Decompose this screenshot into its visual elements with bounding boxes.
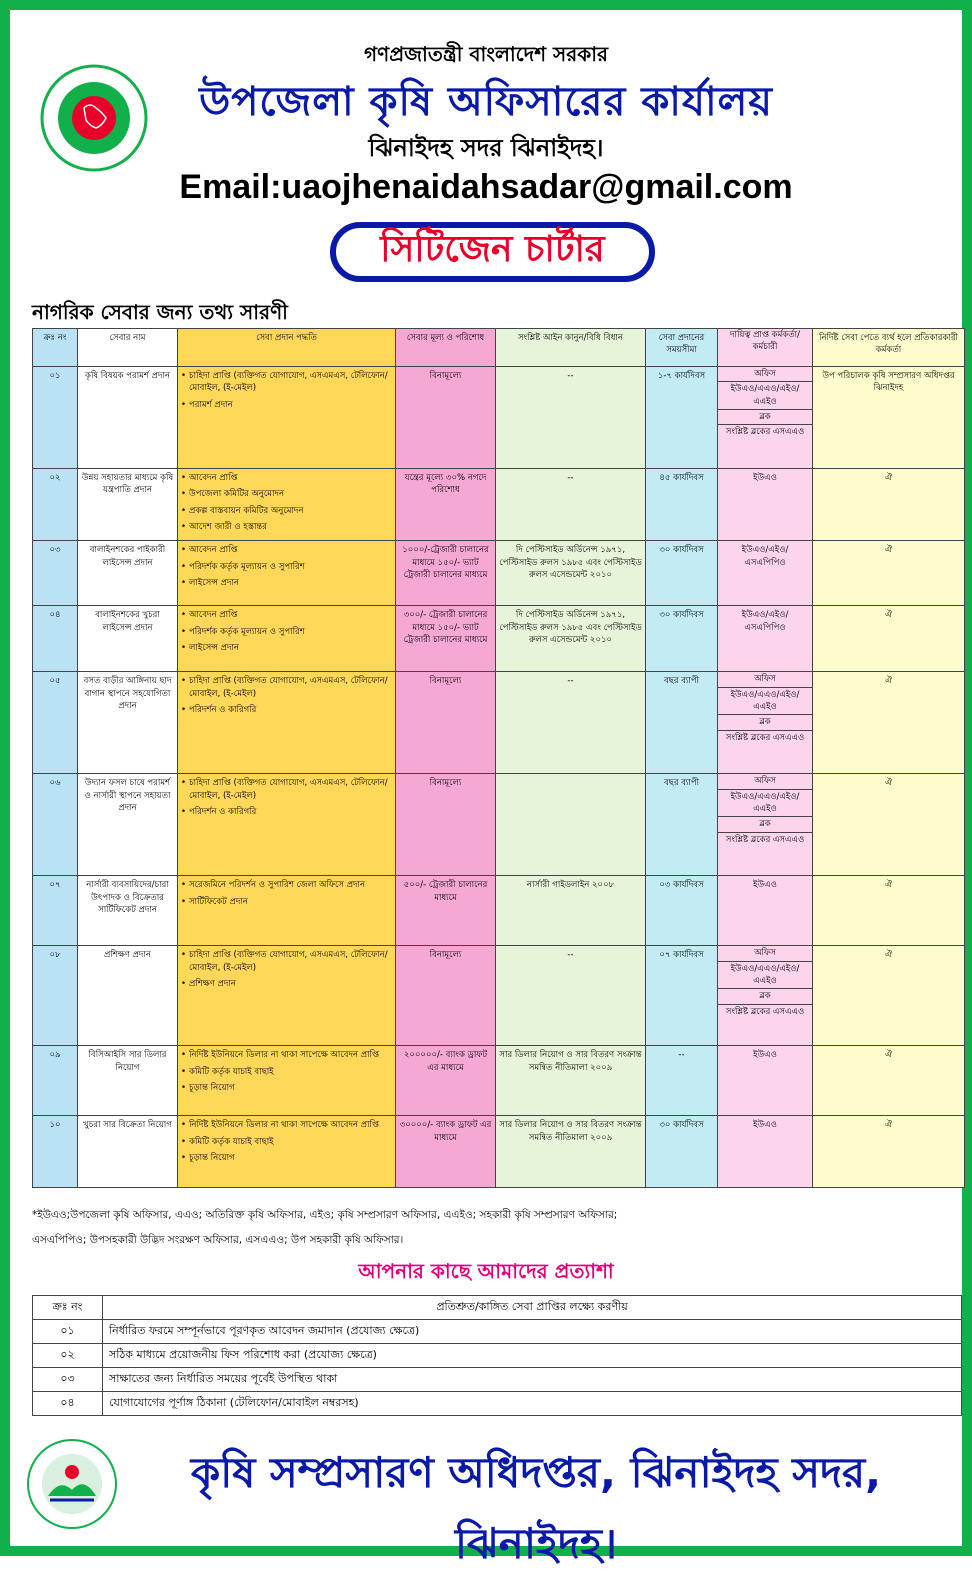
service-fee: ১০০০/-ট্রেজারী চালানের মাধ্যমে ১৫০/- ভ্যাট ট্রেজারী চালানের মাধ্যমে (396, 541, 496, 606)
page-content (20, 20, 958, 1568)
method-step: • কমিটি কর্তৃক যাচাই বাছাই (181, 1066, 392, 1078)
service-officer (718, 946, 813, 1046)
service-fee: যন্ত্রের মূল্যে ৩০% নগদে পরিশোধ (396, 469, 496, 541)
officer-entry: সংশ্লিষ্ট ব্লকের এসএএও (725, 1006, 805, 1017)
method-step: • আবেদন প্রাপ্তি (181, 472, 392, 484)
service-officer (718, 367, 813, 469)
service-law: দি পেস্টিসাইড অর্ডিনেন্স ১৯৭১, পেস্টিসাইড রুলস ১৯৮৫ এবং পেস্টিসাইড রুলস এসেন্ডমেন্ট ২০১০ (496, 541, 646, 606)
service-serial: ০৩ (33, 541, 78, 606)
citizen-charter-badge (330, 222, 655, 282)
service-serial: ০৭ (33, 876, 78, 946)
service-fee: ২০০০০০/- ব্যাংক ড্রাফট এর মাধ্যমে (396, 1046, 496, 1116)
service-name: প্রশিক্ষণ প্রদান (78, 946, 178, 1046)
service-name: নার্সারী ব্যবসায়িদের/চারা উৎপাদক ও বিক্রেতার সার্টিফিকেট প্রদান (78, 876, 178, 946)
method-step: • নির্দিষ্ট ইউনিয়নে ডিলার না থাকা সাপেক্ষে আবেদন প্রাপ্তি (181, 1049, 392, 1061)
service-row (33, 672, 965, 774)
service-remedy: ঐ (813, 672, 965, 774)
expectation-serial: ০২ (33, 1344, 103, 1368)
method-list (181, 1119, 392, 1164)
service-method (178, 541, 396, 606)
method-list (181, 544, 392, 589)
service-time: ০৩ কার্যদিবস (646, 876, 718, 946)
service-method (178, 774, 396, 876)
service-method (178, 1046, 396, 1116)
service-officer (718, 541, 813, 606)
service-table (32, 328, 965, 1188)
service-row (33, 876, 965, 946)
officer-entry: ইউএও (753, 1120, 777, 1131)
method-step: • চাহিদা প্রাপ্তি (ব্যক্তিগত যোগাযোগ, এসএমএস, টেলিফোন/মোবাইল, (ই-মেইল) (181, 675, 392, 700)
method-step: • চাহিদা প্রাপ্তি (ব্যক্তিগত যোগাযোগ, এসএমএস, টেলিফোন/মোবাইল, (ই-মেইল) (181, 949, 392, 974)
method-step: • লাইসেন্স প্রদান (181, 642, 392, 654)
officer-entry: ব্লক (718, 410, 812, 425)
office-location: ঝিনাইদহ সদর ঝিনাইদহ। (368, 134, 604, 162)
service-method (178, 469, 396, 541)
method-list (181, 370, 392, 411)
service-fee: বিনামূল্যে (396, 672, 496, 774)
officer-entry: ইউএও/এএও/এইও/ এএইও (718, 688, 812, 716)
expectation-serial: ০১ (33, 1320, 103, 1344)
abbreviation-footnote (32, 1203, 967, 1253)
service-name: বিসিআইসি সার ডিলার নিয়োগ (78, 1046, 178, 1116)
service-time: বছর ব্যাপী (646, 672, 718, 774)
service-law: নার্সারী গাইডলাইন ২০০৮ (496, 876, 646, 946)
service-remedy: ঐ (813, 541, 965, 606)
service-row (33, 541, 965, 606)
method-step: • আবেদন প্রাপ্তি (181, 609, 392, 621)
service-law: -- (496, 672, 646, 774)
method-step: • চূড়ান্ত নিয়োগ (181, 1082, 392, 1094)
expectation-row (33, 1368, 962, 1392)
service-serial: ০২ (33, 469, 78, 541)
service-serial: ০১ (33, 367, 78, 469)
service-row (33, 946, 965, 1046)
method-step: • চাহিদা প্রাপ্তি (ব্যক্তিগত যোগাযোগ, এসএমএস, টেলিফোন/মোবাইল, (ই-মেইল) (181, 777, 392, 802)
service-serial: ১০ (33, 1116, 78, 1188)
expectation-text: সাক্ষাতের জন্য নির্ধারিত সময়ের পূর্বেই উপস্থিত থাকা (103, 1368, 962, 1392)
service-remedy: ঐ (813, 774, 965, 876)
expectation-header-serial: ক্রঃ নং (33, 1296, 103, 1320)
service-officer (718, 876, 813, 946)
service-officer (718, 1116, 813, 1188)
officer-entry: সংশ্লিষ্ট ব্লকের এসএএও (725, 427, 805, 438)
expectation-title: আপনার কাছে আমাদের প্রত্যাশা (358, 1259, 614, 1283)
expectation-text: সঠিক মাধ্যমে প্রয়োজনীয় ফিস পরিশোধ করা (প্রযোজ্য ক্ষেত্রে) (103, 1344, 962, 1368)
method-step: • পরিদর্শক কর্তৃক মূল্যায়ন ও সুপারিশ (181, 561, 392, 573)
officer-entry: অফিস (718, 672, 812, 687)
service-fee: ৫০০/- ট্রেজারী চালানের মাধ্যমে (396, 876, 496, 946)
service-law: -- (496, 367, 646, 469)
method-step: • পরিদর্শক কর্তৃক মূল্যায়ন ও সুপারিশ (181, 626, 392, 638)
expectation-table (32, 1295, 962, 1416)
method-list (181, 879, 392, 908)
service-officer (718, 469, 813, 541)
service-remedy: ঐ (813, 946, 965, 1046)
officer-entry: ইউএও (753, 880, 777, 891)
expectation-row (33, 1392, 962, 1416)
table-header-row (33, 329, 965, 367)
method-step: • পরামর্শ প্রদান (181, 399, 392, 411)
section-title: নাগরিক সেবার জন্য তথ্য সারণী (32, 300, 288, 324)
service-method (178, 606, 396, 672)
officer-entry: ইউএও/এএও/এইও/ এএইও (718, 962, 812, 990)
service-time: ৩০ কার্যদিবস (646, 1116, 718, 1188)
dae-logo-icon (26, 1438, 118, 1530)
method-step: • উপজেলা কমিটির অনুমোদন (181, 488, 392, 500)
header-remedy: নির্দিষ্ট সেবা পেতে ব্যর্থ হলে প্রতিকারকারী কর্মকর্তা (813, 329, 965, 367)
expectation-text: যোগাযোগের পূর্ণাঙ্গ ঠিকানা (টেলিফোন/মোবাইল নম্বরসহ) (103, 1392, 962, 1416)
service-row (33, 606, 965, 672)
service-name: বালাইনশকের খুচরা লাইসেন্স প্রদান (78, 606, 178, 672)
service-method (178, 876, 396, 946)
officer-entry: সংশ্লিষ্ট ব্লকের এসএএও (725, 732, 805, 743)
service-fee: বিনামূল্যে (396, 774, 496, 876)
service-fee: বিনামূল্যে (396, 946, 496, 1046)
service-time: ৪৫ কার্যদিবস (646, 469, 718, 541)
service-remedy: ঐ (813, 469, 965, 541)
header-law: সংশ্লিষ্ট আইন কানুন/বিধি বিধান (496, 329, 646, 367)
department-title: কৃষি সম্প্রসারণ অধিদপ্তর, ঝিনাইদহ সদর, ঝিনাইদহ। (190, 1448, 882, 1568)
method-list (181, 472, 392, 533)
method-list (181, 1049, 392, 1094)
service-law (496, 774, 646, 876)
officer-entry: ইউএও/এএও/এইও/এএইও (718, 382, 812, 410)
officer-entry: ইউএও/এইও/ এসএপিপিও (741, 610, 789, 633)
service-law: সার ডিলার নিয়োগ ও সার বিতরণ সংক্রান্ত সমন্বিত নীতিমালা ২০০৯ (496, 1046, 646, 1116)
header-officer: দায়িত্ব প্রাপ্ত কর্মকর্তা/কর্মচারী (718, 329, 813, 367)
header-method: সেবা প্রদান পদ্ধতি (178, 329, 396, 367)
expectation-header-row (33, 1296, 962, 1320)
method-list (181, 949, 392, 990)
service-serial: ০৮ (33, 946, 78, 1046)
header-fee: সেবার মূল্য ও পরিশোধ (396, 329, 496, 367)
service-serial: ০৯ (33, 1046, 78, 1116)
header-time: সেবা প্রদানের সময়সীমা (646, 329, 718, 367)
officer-entry: ব্লক (718, 817, 812, 832)
method-list (181, 777, 392, 818)
officer-entry: অফিস (718, 367, 812, 382)
expectation-row (33, 1320, 962, 1344)
method-step: • পরিদর্শন ও কারিগরি (181, 704, 392, 716)
expectation-serial: ০৩ (33, 1368, 103, 1392)
service-serial: ০৫ (33, 672, 78, 774)
officer-entry: ব্লক (718, 715, 812, 730)
service-fee: বিনামূল্যে (396, 367, 496, 469)
service-method (178, 1116, 396, 1188)
service-law: -- (496, 469, 646, 541)
service-serial: ০৬ (33, 774, 78, 876)
expectation-serial: ০৪ (33, 1392, 103, 1416)
service-remedy: ঐ (813, 1116, 965, 1188)
service-law: সার ডিলার নিয়োগ ও সার বিতরণ সংক্রান্ত সমন্বিত নীতিমালা ২০০৯ (496, 1116, 646, 1188)
method-step: • পরিদর্শন ও কারিগরি (181, 806, 392, 818)
method-step: • চূড়ান্ত নিয়োগ (181, 1152, 392, 1164)
service-method (178, 367, 396, 469)
footnote-line: এসএপিপিও; উপসহকারী উদ্ভিদ সংরক্ষণ অফিসার, এসএএও; উপ সহকারী কৃষি অফিসার। (32, 1234, 404, 1246)
service-officer (718, 606, 813, 672)
method-step: • প্রকল্প বাস্তবায়ন কমিটির অনুমোদন (181, 505, 392, 517)
service-law: -- (496, 946, 646, 1046)
officer-entry: অফিস (718, 946, 812, 961)
method-step: • সরেজমিনে পরিদর্শন ও সুপারিশ জেলা অফিসে প্রদান (181, 879, 392, 891)
office-email: Email:uaojhenaidahsadar@gmail.com (179, 168, 793, 206)
service-row (33, 774, 965, 876)
officer-entry: ইউএও/এইও/ এসএপিপিও (741, 545, 789, 568)
service-method (178, 672, 396, 774)
officer-entry: ইউএও/এএও/এইও/ এএইও (718, 790, 812, 818)
method-step: • চাহিদা প্রাপ্তি (ব্যক্তিগত যোগাযোগ, এসএমএস, টেলিফোন/মোবাইল, (ই-মেইল) (181, 370, 392, 395)
service-name: উদ্যান ফসল চাষে পরামর্শ ও নার্সারী স্থাপনে সহায়তা প্রদান (78, 774, 178, 876)
service-law: দি পেস্টিসাইড অর্ডিনেন্স ১৯৭১, পেস্টিসাইড রুলস ১৯৮৫ এবং পেস্টিসাইড রুলস এসেন্ডমেন্ট ২০১০ (496, 606, 646, 672)
service-row (33, 1116, 965, 1188)
service-name: উন্নয় সহায়তার মাধ্যমে কৃষি যন্ত্রপাতি প্রদান (78, 469, 178, 541)
service-name: কৃষি বিষয়ক পরামর্শ প্রদান (78, 367, 178, 469)
service-time: ১-৭ কার্যদিবস (646, 367, 718, 469)
office-title: উপজেলা কৃষি অফিসারের কার্যালয় (199, 79, 773, 125)
method-step: • প্রশিক্ষণ প্রদান (181, 978, 392, 990)
service-remedy: ঐ (813, 1046, 965, 1116)
officer-entry: অফিস (718, 774, 812, 789)
service-officer (718, 672, 813, 774)
expectation-header-text: প্রতিশ্রুত/কাঙ্গিত সেবা প্রাপ্তির লক্ষ্যে করণীয় (103, 1296, 962, 1320)
method-step: • কমিটি কর্তৃক যাচাই বাছাই (181, 1136, 392, 1148)
service-time: ০৭ কার্যদিবস (646, 946, 718, 1046)
service-remedy: ঐ (813, 876, 965, 946)
service-serial: ০৪ (33, 606, 78, 672)
method-step: • সার্টিফিকেট প্রদান (181, 896, 392, 908)
service-row (33, 469, 965, 541)
officer-entry: সংশ্লিষ্ট ব্লকের এসএএও (725, 834, 805, 845)
footnote-line: *ইউএও;উপজেলা কৃষি অফিসার, এএও; অতিরিক্ত কৃষি অফিসার, এইও; কৃষি সম্প্রসারণ অফিসার, এএইও; সহকারী কৃষি সম্প্রসারণ অফিসার; (32, 1209, 618, 1221)
method-step: • আদেশ জারী ও হস্তান্তর (181, 521, 392, 533)
service-fee: ৩০০/- ট্রেজারী চালানের মাধ্যমে ১৫০/- ভ্যাট ট্রেজারী চালানের মাধ্যমে (396, 606, 496, 672)
header-service-name: সেবার নাম (78, 329, 178, 367)
service-time: ৩০ কার্যদিবস (646, 541, 718, 606)
header-serial: ক্রঃ নং (33, 329, 78, 367)
service-officer (718, 1046, 813, 1116)
service-officer (718, 774, 813, 876)
government-name: গণপ্রজাতন্ত্রী বাংলাদেশ সরকার (364, 42, 608, 66)
service-row (33, 1046, 965, 1116)
service-time: -- (646, 1046, 718, 1116)
citizen-charter-title: সিটিজেন চার্টার (380, 229, 605, 270)
expectation-row (33, 1344, 962, 1368)
method-list (181, 609, 392, 654)
service-name: বসত বাড়ীর আঙ্গিনায় ছাদ বাগান স্থাপনে সহযোগিতা প্রদান (78, 672, 178, 774)
officer-entry: ব্লক (718, 989, 812, 1004)
method-step: • আবেদন প্রাপ্তি (181, 544, 392, 556)
service-time: বছর ব্যাপী (646, 774, 718, 876)
service-row (33, 367, 965, 469)
officer-entry: ইউএও (753, 1050, 777, 1061)
method-list (181, 675, 392, 716)
service-name: খুচরা সার বিক্রেতা নিয়োগ (78, 1116, 178, 1188)
method-step: • লাইসেন্স প্রদান (181, 577, 392, 589)
officer-entry: ইউএও (753, 473, 777, 483)
method-step: • নির্দিষ্ট ইউনিয়নে ডিলার না থাকা সাপেক্ষে আবেদন প্রাপ্তি (181, 1119, 392, 1131)
service-fee: ৩০০০০/- ব্যাংক ড্রাফট এর মাধ্যমে (396, 1116, 496, 1188)
service-name: বালাইনশকের পাইকারী লাইসেন্স প্রদান (78, 541, 178, 606)
service-remedy: ঐ (813, 606, 965, 672)
service-remedy: উপ পরিচালক কৃষি সম্প্রসারণ অধিদপ্তর ঝিনাইদহ (813, 367, 965, 469)
service-method (178, 946, 396, 1046)
expectation-text: নির্ধারিত ফরমে সম্পূর্নভাবে পূরণকৃত আবেদন জমাদান (প্রযোজ্য ক্ষেত্রে) (103, 1320, 962, 1344)
service-time: ৩০ কার্যদিবস (646, 606, 718, 672)
